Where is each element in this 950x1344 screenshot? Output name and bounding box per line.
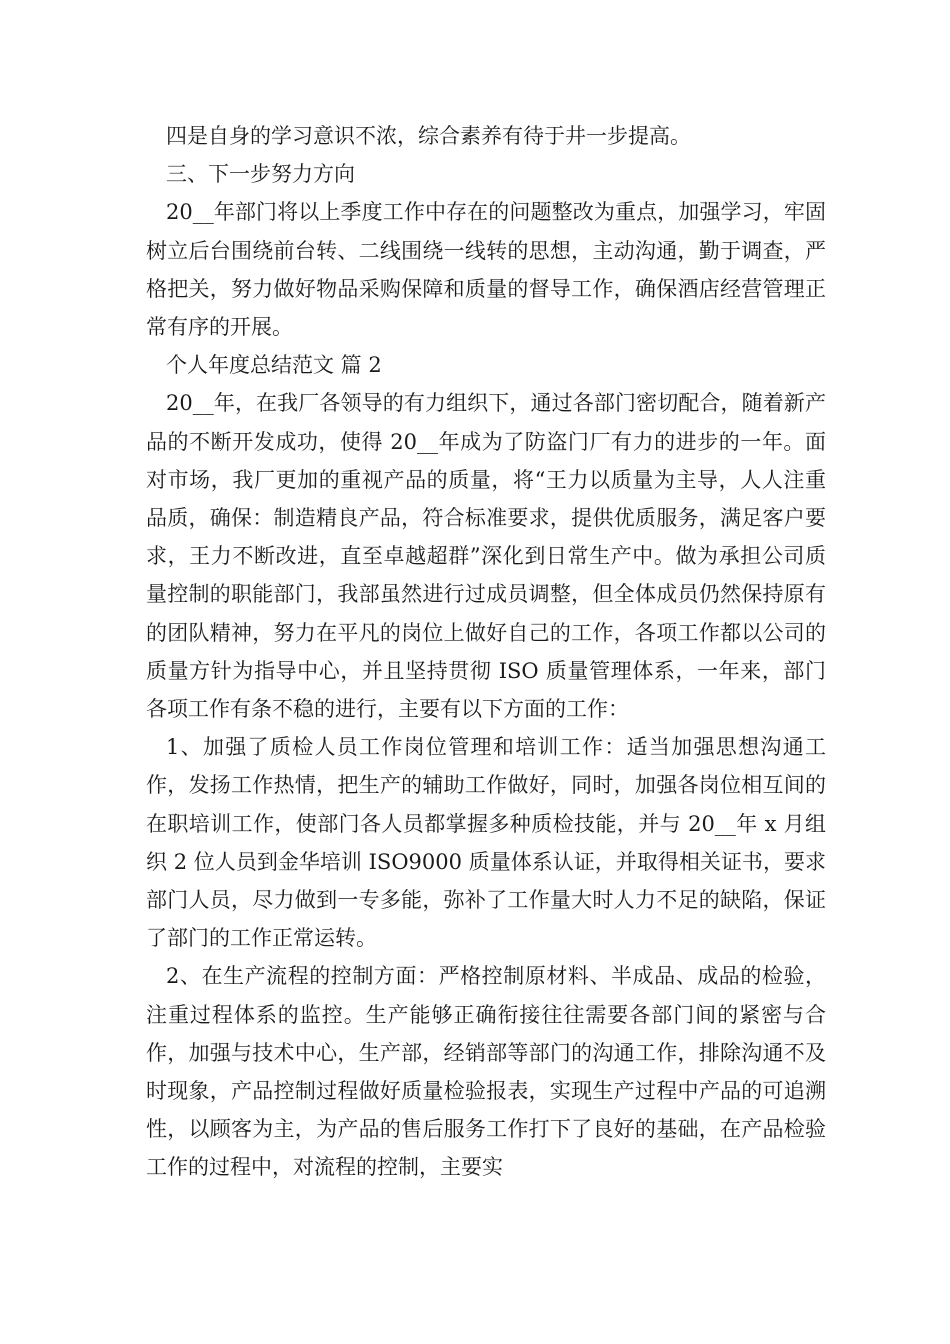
paragraph-process-control: 2、在生产流程的控制方面：严格控制原材料、半成品、成品的检验，注重过程体系的监控。生产能够正确衔接往往需要各部门间的紧密与合作，加强与技术中心，生产部，经销部等部门的沟通工作，排除沟通不及时现象，产品控制过程做好质量检验报表，实现生产过程中产品的可追溯性，以顾客为主，为产品的售后服务工作打下了良好的基础，在产品检验工作的过程中，对流程的控制，主要实 [146, 964, 826, 1180]
paragraph-self-learning: 四是自身的学习意识不浓，综合素养有待于井一步提高。 [166, 124, 691, 148]
paragraph-training: 1、加强了质检人员工作岗位管理和培训工作：适当加强思想沟通工作，发扬工作热情，把生产的辅助工作做好，同时，加强各岗位相互间的在职培训工作，使部门各人员都掌握多种质检技能，并与 20__年 x 月组织 2 位人员到金华培训 ISO9000 质量体系认证，并取得相关证书，要求部门人员，尽力做到一专多能，弥补了工作量大时人力不足的缺陷，保证了部门的工作正常运转。 [146, 735, 826, 951]
article-heading: 个人年度总结范文 篇 2 [166, 353, 382, 378]
section-heading-next-steps: 三、下一步努力方向 [166, 162, 355, 187]
document-body [146, 117, 826, 1187]
paragraph-annual-overview: 20__年，在我厂各领导的有力组织下，通过各部门密切配合，随着新产品的不断开发成功，使得 20__年成为了防盗门厂有力的进步的一年。面对市场，我厂更加的重视产品的质量，将“王力以质量为主导，人人注重品质，确保：制造精良产品，符合标准要求，提供优质服务，满足客户要求，王力不断改进，直至卓越超群”深化到日常生产中。做为承担公司质量控制的职能部门，我部虽然进行过成员调整，但全体成员仍然保持原有的团队精神，努力在平凡的岗位上做好自己的工作，各项工作都以公司的质量方针为指导中心，并且坚持贯彻 ISO 质量管理体系，一年来，部门各项工作有条不稳的进行，主要有以下方面的工作： [146, 391, 826, 722]
paragraph-next-steps: 20__年部门将以上季度工作中存在的问题整改为重点，加强学习，牢固树立后台围绕前台转、二线围绕一线转的思想，主动沟通，勤于调查，严格把关，努力做好物品采购保障和质量的督导工作，确保酒店经营管理正常有序的开展。 [146, 200, 826, 340]
